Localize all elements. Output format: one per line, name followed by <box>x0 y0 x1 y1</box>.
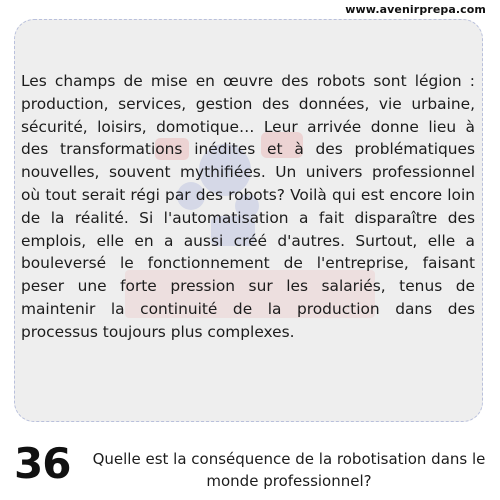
passage-card <box>14 19 483 422</box>
passage-text: Les champs de mise en œuvre des robots sont légion : production, services, gestion des données, vie urbaine, sécurité, loisirs, domotique… Leur arrivée donne lieu à des transformations inédites et à des problématiques nouvelles, souvent mythifiées. Un univers professionnel où tout serait régi par des robots? Voilà qui est encore loin de la réalité. Si l'automatisation a fait disparaître des emplois, elle en a aussi créé d'autres. Surtout, elle a bouleversé le fonctionnement de l'entreprise, faisant peser une forte pression sur les salariés, tenus de maintenir la continuité de la production dans des processus toujours plus complexes. <box>21 72 475 341</box>
site-url: www.avenirprepa.com <box>345 3 486 16</box>
question-number: 36 <box>14 439 71 488</box>
question-text: Quelle est la conséquence de la robotisation dans le monde professionnel? <box>92 450 486 490</box>
